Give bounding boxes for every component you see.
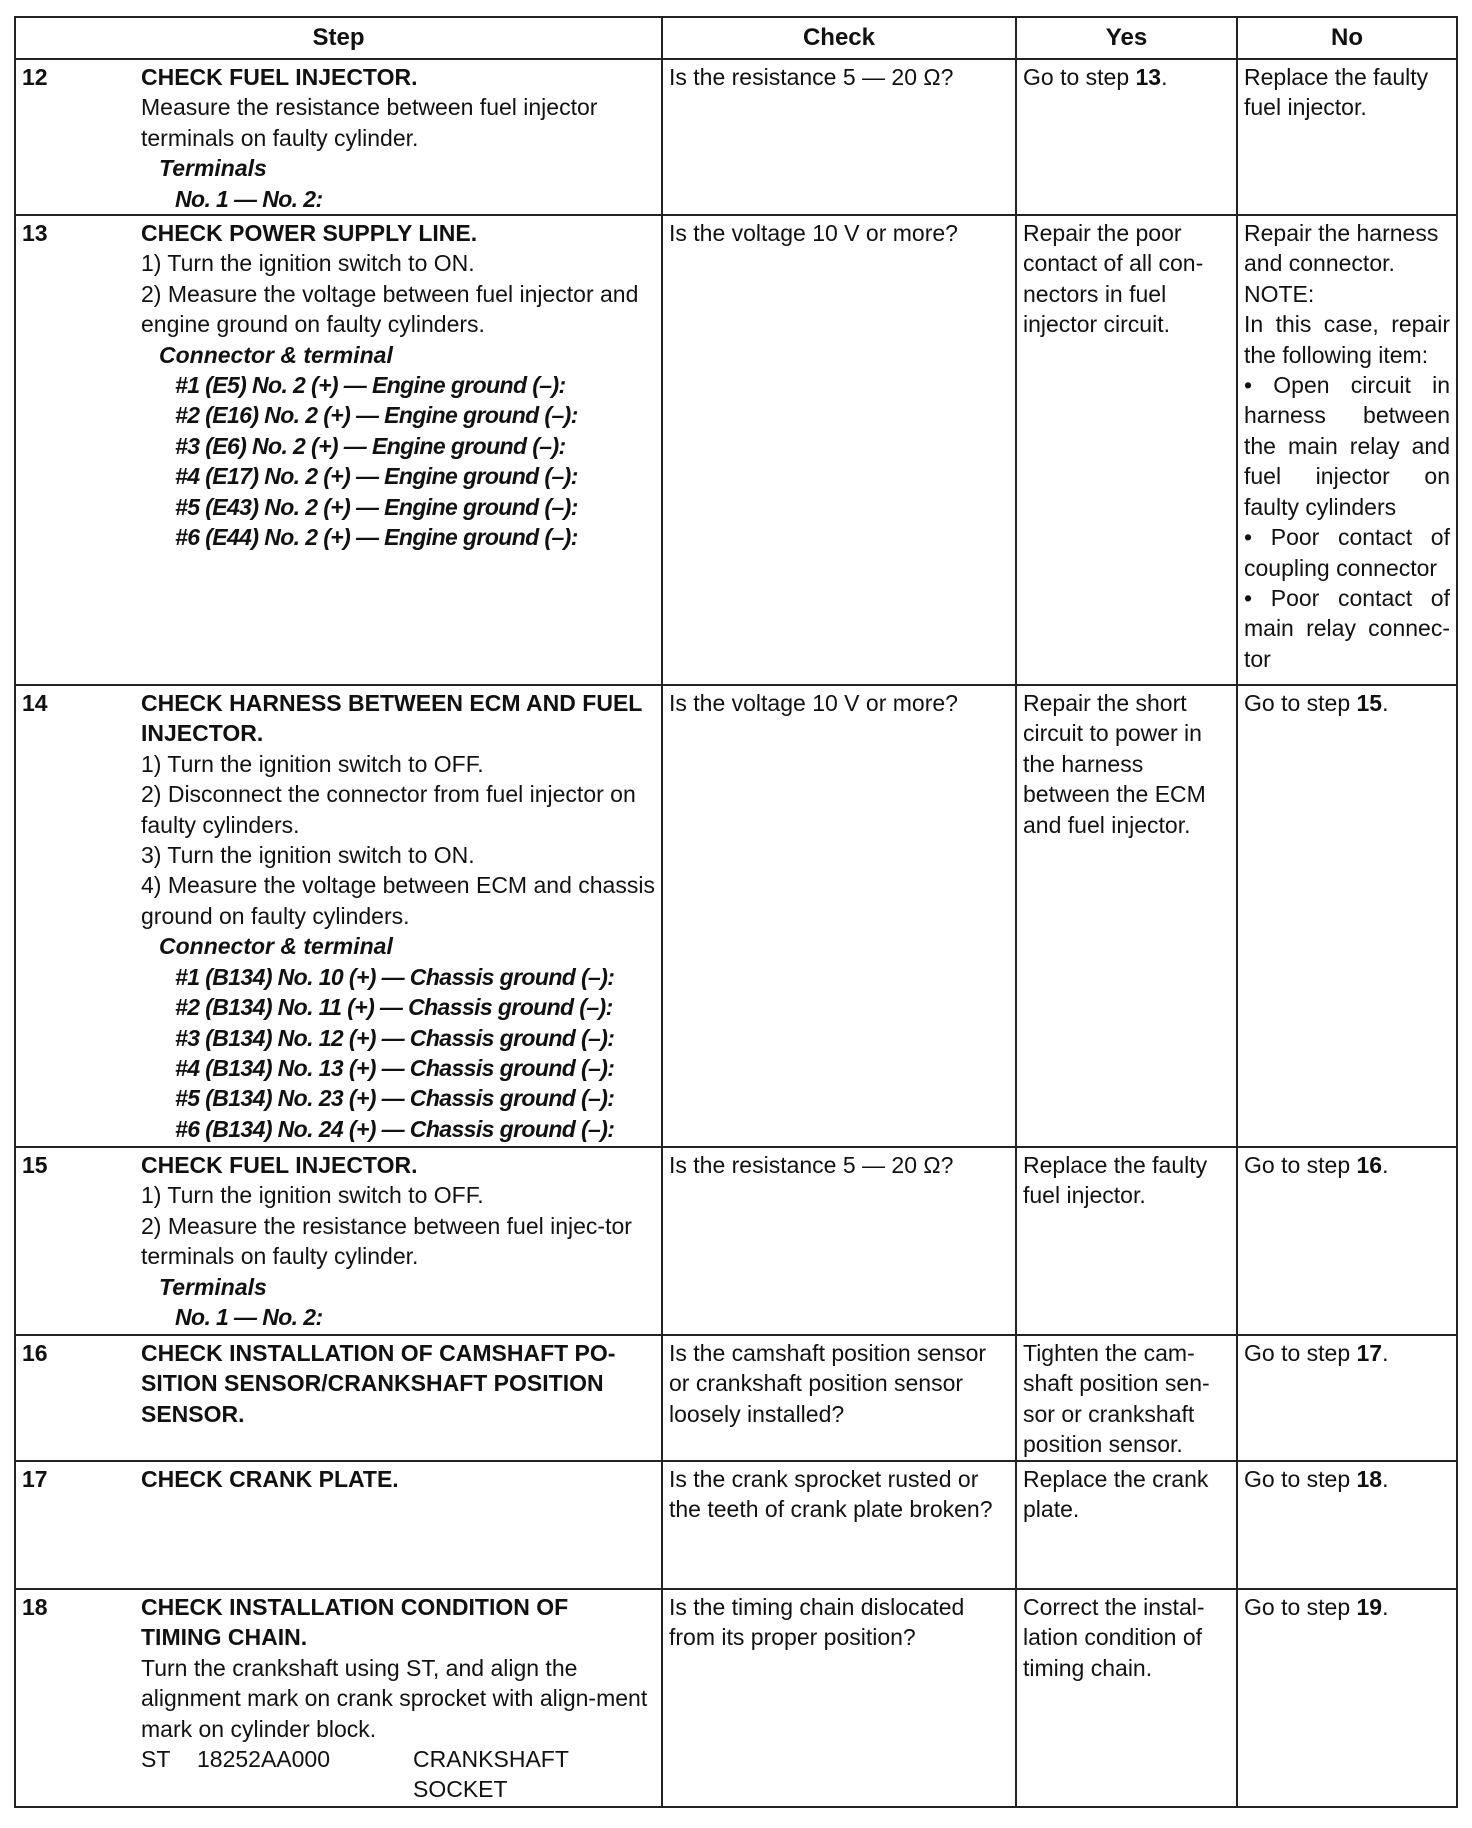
yes-cell: Tighten the cam-shaft position sen-sor or crankshaft position sensor. <box>1016 1335 1237 1461</box>
no-cell <box>1237 1589 1457 1807</box>
no-text: Go to step <box>1244 1466 1357 1493</box>
step-sub-heading: Terminals <box>159 1273 267 1300</box>
check-cell: Is the resistance 5 — 20 Ω? <box>662 1147 1016 1335</box>
yes-cell: Repair the short circuit to power in the harness between the ECM and fuel injector. <box>1016 685 1237 1147</box>
step-sub-heading: Connector & terminal <box>159 933 393 960</box>
note-label: NOTE: <box>1244 280 1315 307</box>
step-instruction: 1) Turn the ignition switch to ON. <box>141 250 475 277</box>
check-cell: Is the resistance 5 — 20 Ω? <box>662 59 1016 215</box>
step-title: CHECK FUEL INJECTOR. <box>141 64 418 90</box>
step-number: 13 <box>22 220 48 247</box>
no-text: Go to step <box>1244 1594 1357 1621</box>
step-instruction: Turn the crankshaft using ST, and align the alignment mark on crank sprocket with align-ment mark on cylinder block. <box>141 1654 648 1742</box>
st-label: ST <box>141 1746 171 1773</box>
step-sub-heading: Terminals <box>159 155 267 182</box>
step-sub-item: #6 (B134) No. 24 (+) — Chassis ground (–): <box>175 1115 615 1142</box>
no-text: Repair the harness and connector. <box>1244 220 1439 277</box>
table-row <box>15 1335 1457 1461</box>
no-cell <box>1237 1335 1457 1461</box>
no-step-ref: 18 <box>1356 1466 1383 1493</box>
step-instruction: 4) Measure the voltage between ECM and chassis ground on faulty cylinders. <box>141 872 655 929</box>
no-cell <box>1237 1461 1457 1589</box>
yes-cell <box>1016 59 1237 215</box>
step-number: 17 <box>22 1466 48 1493</box>
table-row <box>15 1147 1457 1335</box>
no-text: Go to step <box>1244 1152 1357 1179</box>
step-number: 16 <box>22 1340 48 1367</box>
no-step-ref: 19 <box>1356 1594 1383 1621</box>
yes-text: Go to step <box>1023 64 1136 90</box>
header-row <box>15 17 1457 59</box>
no-text: Go to step <box>1244 690 1357 717</box>
table-row <box>15 215 1457 685</box>
note-bullet: • Poor contact of main relay connec-tor <box>1244 584 1450 672</box>
step-number: 14 <box>22 690 48 717</box>
step-cell <box>15 1589 662 1807</box>
step-instruction: 3) Turn the ignition switch to ON. <box>141 842 475 869</box>
step-sub-item: #6 (E44) No. 2 (+) — Engine ground (–): <box>175 524 578 551</box>
no-step-ref: 15 <box>1356 690 1383 717</box>
step-sub-heading: Connector & terminal <box>159 341 393 368</box>
step-instruction: 2) Measure the voltage between fuel injector and engine ground on faulty cylinders. <box>141 280 639 338</box>
no-text-end: . <box>1382 1466 1389 1493</box>
step-sub-item: #5 (E43) No. 2 (+) — Engine ground (–): <box>175 493 578 520</box>
step-sub-item: #1 (B134) No. 10 (+) — Chassis ground (–): <box>175 963 615 990</box>
step-instruction: 2) Disconnect the connector from fuel injector on faulty cylinders. <box>141 781 636 838</box>
table-row <box>15 685 1457 1147</box>
diagnostic-table <box>14 16 1458 1808</box>
check-cell: Is the voltage 10 V or more? <box>662 685 1016 1147</box>
step-sub-item: No. 1 — No. 2: <box>175 1304 323 1331</box>
yes-cell: Replace the faulty fuel injector. <box>1016 1147 1237 1335</box>
step-cell <box>15 685 662 1147</box>
no-cell <box>1237 215 1457 685</box>
no-step-ref: 17 <box>1356 1340 1383 1367</box>
special-tool <box>141 1744 655 1805</box>
step-sub-item: #4 (B134) No. 13 (+) — Chassis ground (–): <box>175 1054 615 1081</box>
step-number: 15 <box>22 1152 48 1179</box>
step-number: 12 <box>22 64 48 90</box>
no-text-end: . <box>1382 1340 1389 1367</box>
step-sub-item: No. 1 — No. 2: <box>175 185 323 212</box>
header-check: Check <box>662 17 1016 59</box>
step-sub-item: #3 (B134) No. 12 (+) — Chassis ground (–): <box>175 1024 615 1051</box>
no-cell <box>1237 1147 1457 1335</box>
step-instruction: 1) Turn the ignition switch to OFF. <box>141 750 484 777</box>
step-title: CHECK INSTALLATION CONDITION OF TIMING CHAIN. <box>141 1594 569 1651</box>
step-sub-item: #2 (B134) No. 11 (+) — Chassis ground (–): <box>175 994 613 1021</box>
step-title: CHECK HARNESS BETWEEN ECM AND FUEL INJECTOR. <box>141 690 642 747</box>
step-cell <box>15 1335 662 1461</box>
step-cell <box>15 1461 662 1589</box>
header-step: Step <box>15 17 662 59</box>
st-part-number: 18252AA000 <box>197 1746 331 1773</box>
note-text: In this case, repair the following item: <box>1244 311 1450 368</box>
table-row <box>15 1461 1457 1589</box>
step-sub-item: #2 (E16) No. 2 (+) — Engine ground (–): <box>175 402 578 429</box>
step-sub-item: #3 (E6) No. 2 (+) — Engine ground (–): <box>175 432 566 459</box>
note-bullet: • Open circuit in harness between the main relay and fuel injector on faulty cylinders <box>1244 372 1450 520</box>
no-text-end: . <box>1382 1152 1389 1179</box>
step-instruction: 1) Turn the ignition switch to OFF. <box>141 1182 484 1209</box>
step-instruction: Measure the resistance between fuel injector terminals on faulty cylinder. <box>141 94 598 151</box>
note-bullet: • Poor contact of coupling connector <box>1244 524 1450 581</box>
st-tool-name: CRANKSHAFT SOCKET <box>413 1746 569 1803</box>
step-sub-item: #5 (B134) No. 23 (+) — Chassis ground (–): <box>175 1085 615 1112</box>
table-row <box>15 59 1457 215</box>
check-cell: Is the voltage 10 V or more? <box>662 215 1016 685</box>
step-cell <box>15 59 662 215</box>
no-text: Go to step <box>1244 1340 1357 1367</box>
table-row <box>15 1589 1457 1807</box>
no-cell: Replace the faulty fuel injector. <box>1237 59 1457 215</box>
step-title: CHECK CRANK PLATE. <box>141 1466 399 1493</box>
step-sub-item: #4 (E17) No. 2 (+) — Engine ground (–): <box>175 463 578 490</box>
check-cell: Is the crank sprocket rusted or the teeth of crank plate broken? <box>662 1461 1016 1589</box>
no-text-end: . <box>1382 690 1389 717</box>
step-title: CHECK INSTALLATION OF CAMSHAFT PO-SITION SENSOR/CRANKSHAFT POSITION SENSOR. <box>141 1340 616 1427</box>
step-cell <box>15 1147 662 1335</box>
header-yes: Yes <box>1016 17 1237 59</box>
check-cell: Is the camshaft position sensor or crankshaft position sensor loosely installed? <box>662 1335 1016 1461</box>
step-instruction: 2) Measure the resistance between fuel injec-tor terminals on faulty cylinder. <box>141 1212 632 1270</box>
yes-step-ref: 13 <box>1135 64 1162 90</box>
step-sub-item: #1 (E5) No. 2 (+) — Engine ground (–): <box>175 372 566 399</box>
no-cell <box>1237 685 1457 1147</box>
yes-cell: Correct the instal-lation condition of timing chain. <box>1016 1589 1237 1807</box>
step-number: 18 <box>22 1594 48 1621</box>
no-step-ref: 16 <box>1356 1152 1383 1179</box>
yes-cell: Repair the poor contact of all con-nectors in fuel injector circuit. <box>1016 215 1237 685</box>
no-text-end: . <box>1382 1594 1389 1621</box>
step-title: CHECK FUEL INJECTOR. <box>141 1152 418 1179</box>
yes-cell: Replace the crank plate. <box>1016 1461 1237 1589</box>
header-no: No <box>1237 17 1457 59</box>
step-cell <box>15 215 662 685</box>
step-title: CHECK POWER SUPPLY LINE. <box>141 220 478 247</box>
yes-text-end: . <box>1161 64 1168 90</box>
check-cell: Is the timing chain dislocated from its proper position? <box>662 1589 1016 1807</box>
